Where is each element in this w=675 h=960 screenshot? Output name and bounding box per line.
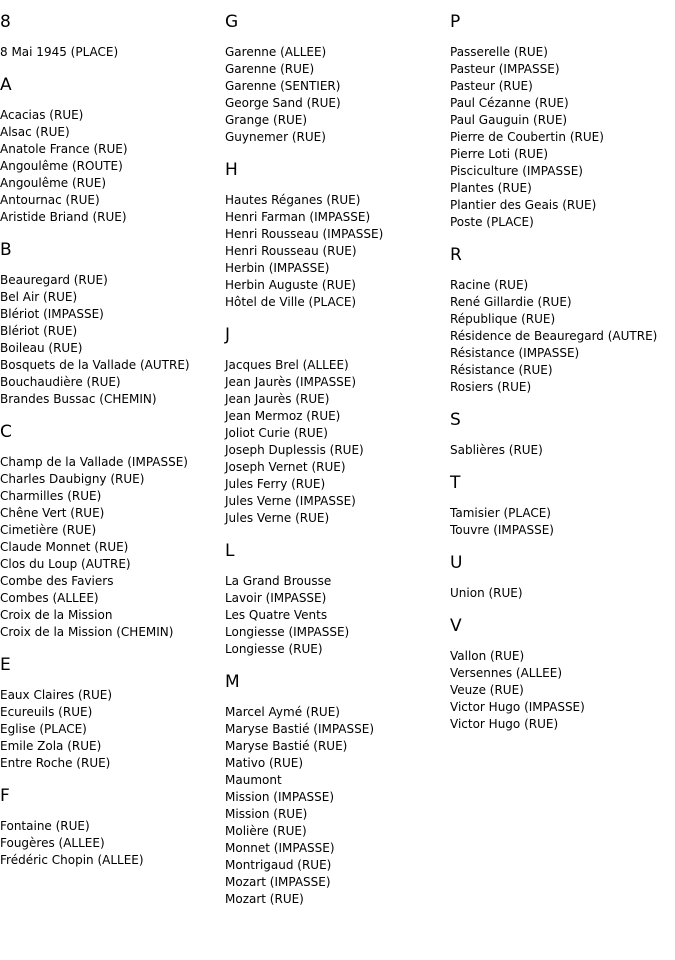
street-name: 8 Mai 1945 (PLACE) (0, 45, 119, 59)
street-index-column-3 (450, 0, 675, 733)
section-letter-heading: L (225, 541, 235, 561)
street-name: Charles Daubigny (RUE) (0, 472, 145, 486)
street-name: Les Quatre Vents (225, 608, 328, 622)
letter-section (0, 655, 220, 772)
section-letter-heading: P (450, 12, 461, 32)
street-name: Mativo (RUE) (225, 756, 304, 770)
street-name: Joseph Vernet (RUE) (225, 460, 346, 474)
letter-section (0, 422, 220, 641)
letter-section (225, 541, 445, 658)
letter-section (0, 786, 220, 869)
section-letter-heading: G (225, 12, 239, 32)
street-name: Claude Monnet (RUE) (0, 540, 129, 554)
section-letter-heading: V (450, 616, 462, 636)
street-name: Veuze (RUE) (450, 683, 524, 697)
section-letter-heading: E (0, 655, 11, 675)
street-name: Garenne (ALLEE) (225, 45, 327, 59)
street-name: Victor Hugo (IMPASSE) (450, 700, 585, 714)
street-name: Racine (RUE) (450, 278, 529, 292)
street-name: Pasteur (RUE) (450, 79, 533, 93)
street-name: Angoulême (ROUTE) (0, 159, 123, 173)
street-name: Pasteur (IMPASSE) (450, 62, 560, 76)
street-name: René Gillardie (RUE) (450, 295, 572, 309)
street-name: Brandes Bussac (CHEMIN) (0, 392, 157, 406)
street-name: Jules Ferry (RUE) (225, 477, 326, 491)
street-name: Monnet (IMPASSE) (225, 841, 335, 855)
letter-section (450, 473, 675, 539)
street-name: Union (RUE) (450, 586, 523, 600)
street-name: Paul Cézanne (RUE) (450, 96, 569, 110)
street-name: Jules Verne (IMPASSE) (225, 494, 356, 508)
section-letter-heading: T (450, 473, 461, 493)
section-letter-heading: H (225, 160, 238, 180)
street-name: Mission (RUE) (225, 807, 308, 821)
street-name: Jules Verne (RUE) (225, 511, 330, 525)
street-name: Champ de la Vallade (IMPASSE) (0, 455, 188, 469)
street-name: Acacias (RUE) (0, 108, 84, 122)
street-name: Jean Jaurès (IMPASSE) (225, 375, 357, 389)
street-index-column-2 (225, 0, 445, 908)
street-name: Fontaine (RUE) (0, 819, 90, 833)
section-letter-heading: M (225, 672, 240, 692)
street-name: Cimetière (RUE) (0, 523, 97, 537)
street-name: Alsac (RUE) (0, 125, 70, 139)
street-name: Rosiers (RUE) (450, 380, 532, 394)
section-letter-heading: U (450, 553, 463, 573)
street-name: Plantier des Geais (RUE) (450, 198, 597, 212)
street-name: Fougères (ALLEE) (0, 836, 105, 850)
street-name: Maryse Bastié (RUE) (225, 739, 348, 753)
street-name: Garenne (SENTIER) (225, 79, 341, 93)
street-name: Ecureuils (RUE) (0, 705, 93, 719)
section-letter-heading: C (0, 422, 12, 442)
street-name: Bel Air (RUE) (0, 290, 78, 304)
letter-section (450, 245, 675, 396)
section-letter-heading: A (0, 75, 12, 95)
street-name: Angoulême (RUE) (0, 176, 107, 190)
street-name: Molière (RUE) (225, 824, 307, 838)
section-letter-heading: F (0, 786, 10, 806)
street-name: Blériot (IMPASSE) (0, 307, 104, 321)
street-name: Victor Hugo (RUE) (450, 717, 559, 731)
street-name: Grange (RUE) (225, 113, 308, 127)
section-letter-heading: J (225, 325, 231, 345)
letter-section (450, 616, 675, 733)
section-letter-heading: B (0, 240, 12, 260)
street-name: Tamisier (PLACE) (450, 506, 551, 520)
section-letter-heading: 8 (0, 12, 11, 32)
street-name: Clos du Loup (AUTRE) (0, 557, 131, 571)
street-name: Résistance (RUE) (450, 363, 553, 377)
street-name: Pierre Loti (RUE) (450, 147, 549, 161)
street-name: Charmilles (RUE) (0, 489, 102, 503)
street-name: Jean Mermoz (RUE) (225, 409, 341, 423)
street-name: Bosquets de la Vallade (AUTRE) (0, 358, 190, 372)
street-name: Beauregard (RUE) (0, 273, 108, 287)
street-name: Longiesse (RUE) (225, 642, 323, 656)
street-name: Henri Rousseau (IMPASSE) (225, 227, 384, 241)
street-name: La Grand Brousse (225, 574, 332, 588)
street-name: Versennes (ALLEE) (450, 666, 562, 680)
letter-section (450, 553, 675, 602)
street-name: Résidence de Beauregard (AUTRE) (450, 329, 658, 343)
street-name: Henri Rousseau (RUE) (225, 244, 357, 258)
street-name: Antournac (RUE) (0, 193, 100, 207)
street-name: Entre Roche (RUE) (0, 756, 111, 770)
letter-section (225, 325, 445, 527)
street-name: Montrigaud (RUE) (225, 858, 332, 872)
street-name: République (RUE) (450, 312, 556, 326)
street-name: Aristide Briand (RUE) (0, 210, 127, 224)
street-name: Combe des Faviers (0, 574, 114, 588)
street-name: Combes (ALLEE) (0, 591, 99, 605)
street-name: Marcel Aymé (RUE) (225, 705, 340, 719)
street-name: Blériot (RUE) (0, 324, 78, 338)
street-name: Jean Jaurès (RUE) (225, 392, 330, 406)
street-name: Boileau (RUE) (0, 341, 83, 355)
street-name: Mozart (RUE) (225, 892, 304, 906)
street-name: George Sand (RUE) (225, 96, 341, 110)
street-name: Garenne (RUE) (225, 62, 315, 76)
street-name: Bouchaudière (RUE) (0, 375, 121, 389)
street-name: Herbin (IMPASSE) (225, 261, 330, 275)
street-name: Mozart (IMPASSE) (225, 875, 331, 889)
letter-section (225, 160, 445, 311)
street-name: Chêne Vert (RUE) (0, 506, 105, 520)
street-name: Herbin Auguste (RUE) (225, 278, 356, 292)
street-name: Eaux Claires (RUE) (0, 688, 113, 702)
street-name: Pisciculture (IMPASSE) (450, 164, 583, 178)
street-name: Emile Zola (RUE) (0, 739, 102, 753)
letter-section (450, 12, 675, 231)
street-name: Joliot Curie (RUE) (225, 426, 328, 440)
letter-section (0, 75, 220, 226)
street-name: Paul Gauguin (RUE) (450, 113, 568, 127)
street-name: Mission (IMPASSE) (225, 790, 335, 804)
street-index-column-1 (0, 0, 220, 869)
street-name: Croix de la Mission (CHEMIN) (0, 625, 174, 639)
street-name: Hautes Réganes (RUE) (225, 193, 361, 207)
street-name: Guynemer (RUE) (225, 130, 326, 144)
street-name: Touvre (IMPASSE) (450, 523, 554, 537)
street-name: Joseph Duplessis (RUE) (225, 443, 364, 457)
street-name: Poste (PLACE) (450, 215, 534, 229)
street-name: Anatole France (RUE) (0, 142, 128, 156)
street-name: Lavoir (IMPASSE) (225, 591, 327, 605)
street-name: Maumont (225, 773, 282, 787)
street-name: Pierre de Coubertin (RUE) (450, 130, 604, 144)
street-name: Hôtel de Ville (PLACE) (225, 295, 357, 309)
street-name: Maryse Bastié (IMPASSE) (225, 722, 375, 736)
street-name: Jacques Brel (ALLEE) (225, 358, 349, 372)
street-name: Longiesse (IMPASSE) (225, 625, 350, 639)
street-name: Résistance (IMPASSE) (450, 346, 580, 360)
street-name: Frédéric Chopin (ALLEE) (0, 853, 144, 867)
street-name: Plantes (RUE) (450, 181, 532, 195)
section-letter-heading: S (450, 410, 461, 430)
street-name: Vallon (RUE) (450, 649, 525, 663)
street-name: Croix de la Mission (0, 608, 113, 622)
letter-section (0, 12, 220, 61)
section-letter-heading: R (450, 245, 462, 265)
letter-section (225, 672, 445, 908)
street-name: Sablières (RUE) (450, 443, 543, 457)
letter-section (450, 410, 675, 459)
street-name: Eglise (PLACE) (0, 722, 87, 736)
street-name: Henri Farman (IMPASSE) (225, 210, 371, 224)
letter-section (0, 240, 220, 408)
street-name: Passerelle (RUE) (450, 45, 548, 59)
letter-section (225, 12, 445, 146)
